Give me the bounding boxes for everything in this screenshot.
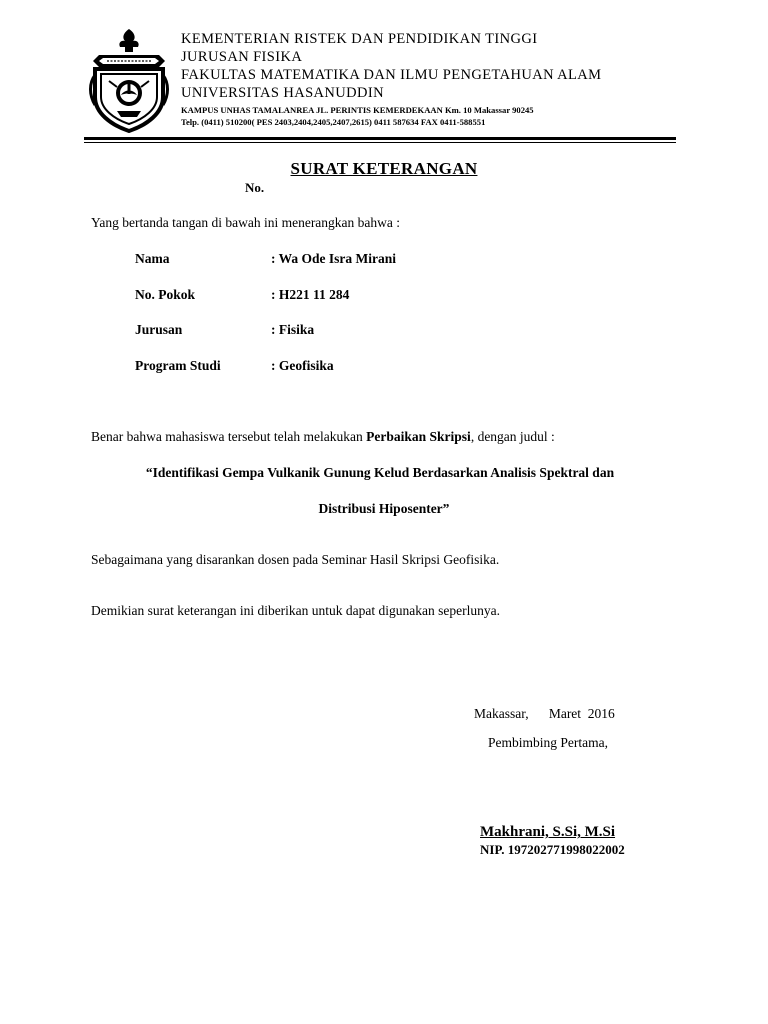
ministry-name: KEMENTERIAN RISTEK DAN PENDIDIKAN TINGGI <box>181 31 538 47</box>
faculty-name: FAKULTAS MATEMATIKA DAN ILMU PENGETAHUAN ALAM <box>181 67 602 83</box>
field-label: Nama <box>135 251 170 266</box>
field-value: : H221 11 284 <box>271 287 350 302</box>
intro-paragraph: Yang bertanda tangan di bawah ini menerangkan bahwa : <box>91 215 401 230</box>
document-title-text: SURAT KETERANGAN <box>290 159 478 178</box>
statement-prefix: Benar bahwa mahasiswa tersebut telah melakukan <box>91 429 367 444</box>
campus-address: KAMPUS UNHAS TAMALANREA JL. PERINTIS KEMERDEKAAN Km. 10 Makassar 90245 <box>181 105 534 115</box>
statement-bold: Perbaikan Skripsi <box>366 429 471 444</box>
letterhead-divider-thin <box>84 142 676 143</box>
field-label: Program Studi <box>135 358 221 373</box>
letterhead <box>181 30 701 128</box>
field-value: : Wa Ode Isra Mirani <box>271 251 397 266</box>
letterhead-divider-thick <box>84 137 676 140</box>
field-value: : Geofisika <box>271 358 334 373</box>
signer-name: Makhrani, S.Si, M.Si <box>480 824 616 840</box>
university-crest-icon <box>87 27 171 133</box>
university-name: UNIVERSITAS HASANUDDIN <box>181 85 384 101</box>
thesis-title-line-2: Distribusi Hiposenter” <box>318 501 450 516</box>
place-and-date: Makassar, Maret 2016 <box>474 706 615 721</box>
closing-paragraph: Demikian surat keterangan ini diberikan untuk dapat digunakan seperlunya. <box>91 603 500 618</box>
signer-nip: NIP. 197202771998022002 <box>480 842 625 857</box>
suggestion-paragraph: Sebagaimana yang disarankan dosen pada Seminar Hasil Skripsi Geofisika. <box>91 552 500 567</box>
document-number-label: No. <box>245 180 265 195</box>
department-name: JURUSAN FISIKA <box>181 49 303 65</box>
field-label: Jurusan <box>135 322 183 337</box>
field-label: No. Pokok <box>135 287 196 302</box>
statement-suffix: , dengan judul : <box>470 429 555 444</box>
document-title <box>0 159 768 179</box>
field-value: : Fisika <box>271 322 315 337</box>
signer-role: Pembimbing Pertama, <box>488 735 608 750</box>
statement-paragraph <box>91 429 555 445</box>
thesis-title-line-1: “Identifikasi Gempa Vulkanik Gunung Kelud Berdasarkan Analisis Spektral dan <box>145 465 615 480</box>
contact-phone: Telp. (0411) 510200( PES 2403,2404,2405,2407,2615) 0411 587634 FAX 0411-588551 <box>181 117 486 127</box>
